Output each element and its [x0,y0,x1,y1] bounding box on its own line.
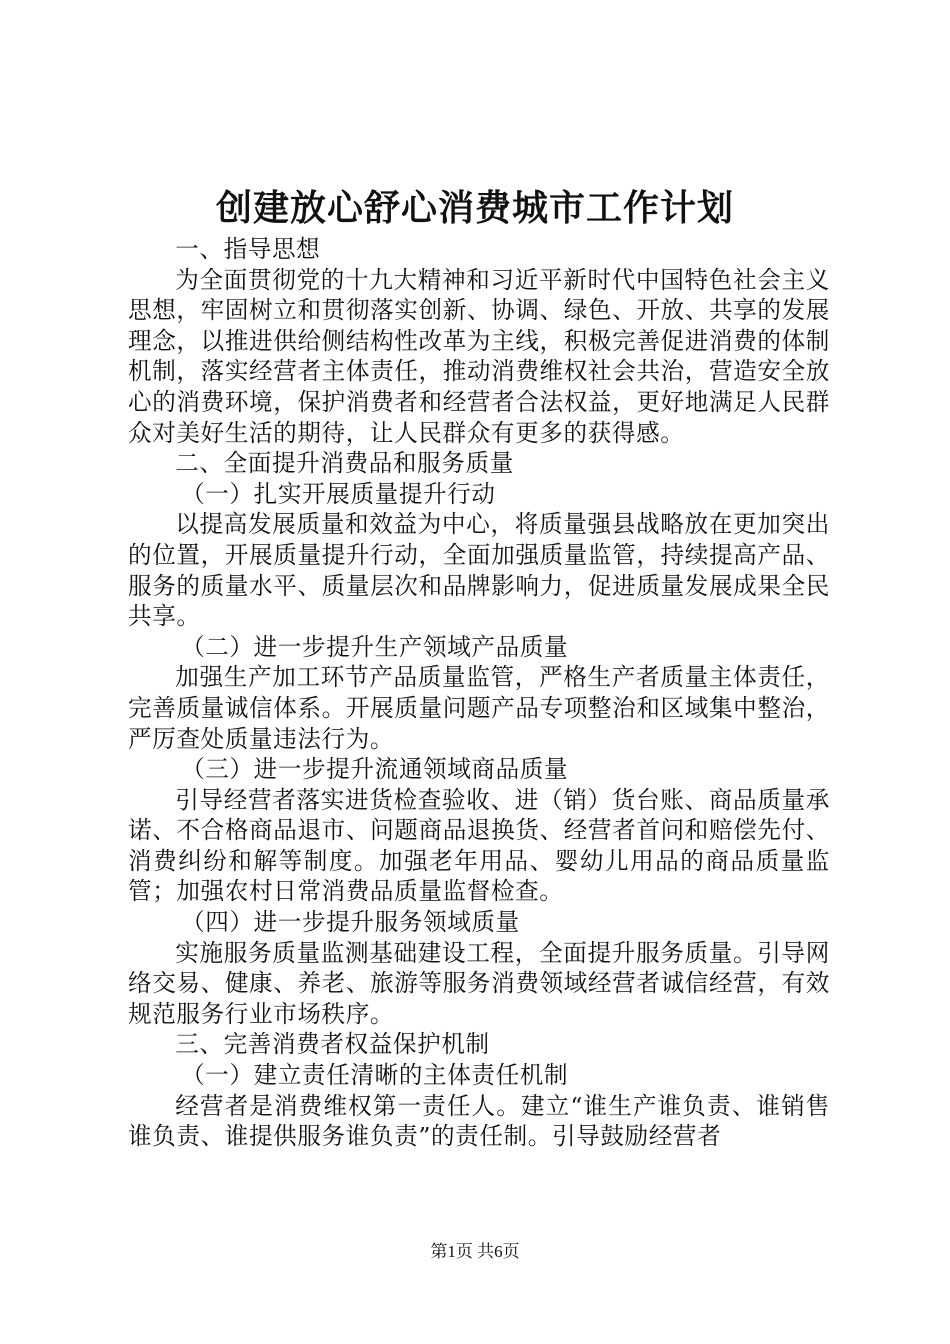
body-paragraph: 引导经营者落实进货检查验收、进（销）货台账、商品质量承诺、不合格商品退市、问题商品退换货、经营者首问和赔偿先付、消费纠纷和解等制度。加强老年用品、婴幼儿用品的商品质量监管；加强农村日常消费品质量监督检查。 [128,785,830,906]
subsection-heading: （四）进一步提升服务领域质量 [181,908,520,937]
section-heading: 一、指导思想 [175,235,321,263]
subsection-heading: （一）建立责任清晰的主体责任机制 [181,1061,569,1090]
body-paragraph: 经营者是消费维权第一责任人。建立“谁生产谁负责、谁销售谁负责、谁提供服务谁负责”的责任制。引导鼓励经营者 [128,1091,830,1151]
document-title: 创建放心舒心消费城市工作计划 [215,187,734,229]
page-footer: 第1页 共6页 [430,1242,520,1261]
subsection-heading: （二）进一步提升生产领域产品质量 [181,632,569,661]
body-paragraph: 加强生产加工环节产品质量监管，严格生产者质量主体责任，完善质量诚信体系。开展质量问题产品专项整治和区域集中整治，严厉查处质量违法行为。 [128,663,830,753]
body-paragraph: 为全面贯彻党的十九大精神和习近平新时代中国特色社会主义思想，牢固树立和贯彻落实创新、协调、绿色、开放、共享的发展理念，以推进供给侧结构性改革为主线，积极完善促进消费的体制机制，落实经营者主体责任，推动消费维权社会共治，营造安全放心的消费环境，保护消费者和经营者合法权益，更好地满足人民群众对美好生活的期待，让人民群众有更多的获得感。 [128,265,830,447]
subsection-heading: （三）进一步提升流通领域商品质量 [181,755,569,784]
section-heading: 三、完善消费者权益保护机制 [175,1030,490,1059]
subsection-heading: （一）扎实开展质量提升行动 [181,479,496,508]
document-body [128,234,830,1152]
section-heading: 二、全面提升消费品和服务质量 [175,449,514,478]
body-paragraph: 以提高发展质量和效益为中心，将质量强县战略放在更加突出的位置，开展质量提升行动，全面加强质量监管，持续提高产品、服务的质量水平、质量层次和品牌影响力，促进质量发展成果全民共享。 [128,510,830,631]
body-paragraph: 实施服务质量监测基础建设工程，全面提升服务质量。引导网络交易、健康、养老、旅游等服务消费领域经营者诚信经营，有效规范服务行业市场秩序。 [128,938,830,1028]
